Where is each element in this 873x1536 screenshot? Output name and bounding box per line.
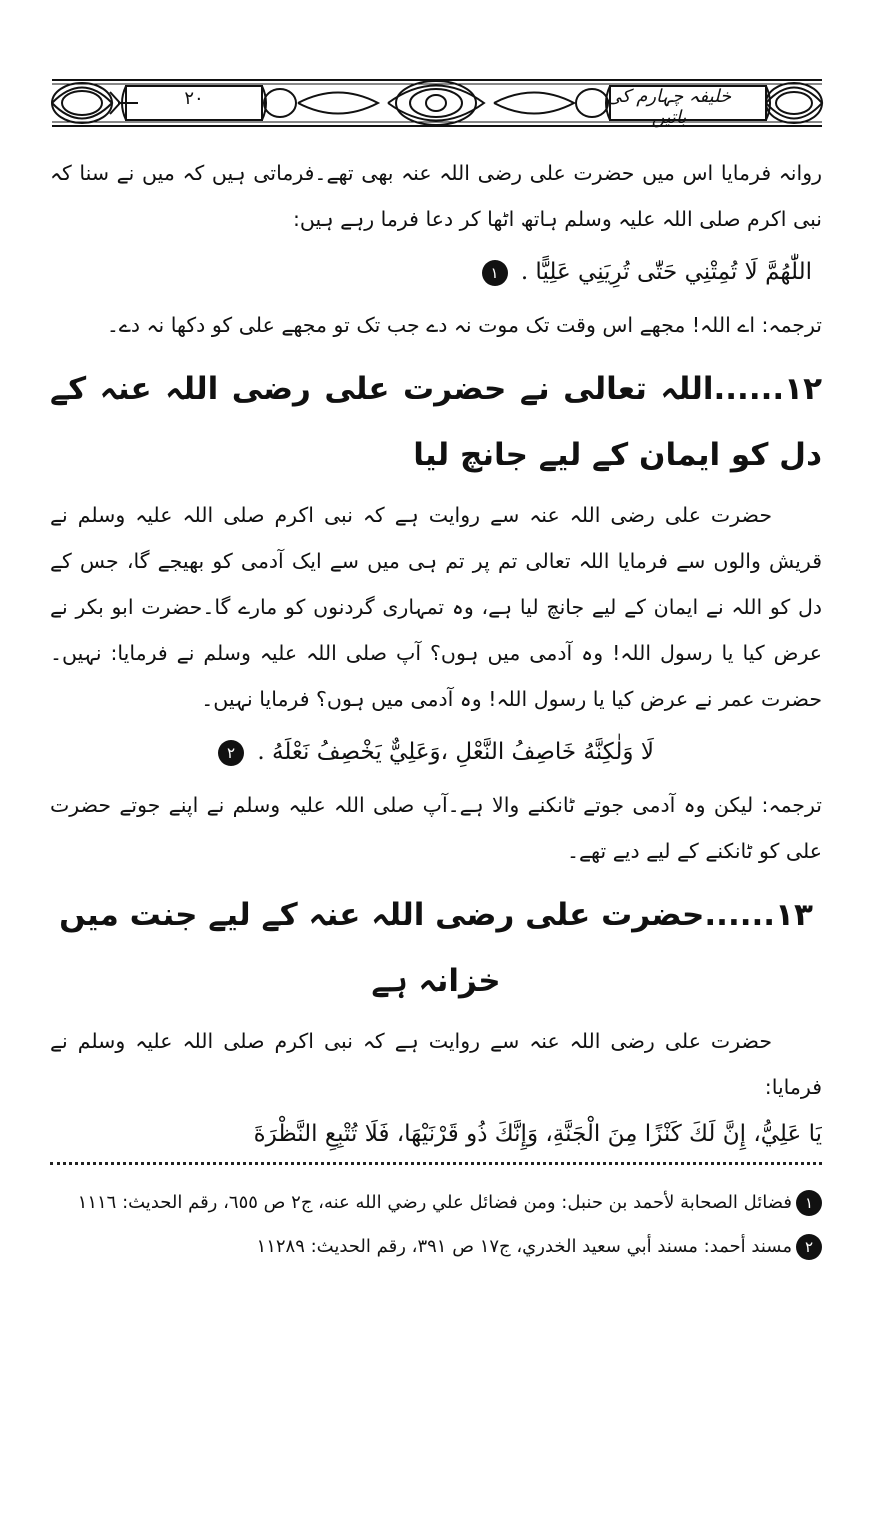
footnote-ref-2: ٢ [218, 740, 244, 766]
hadith-12-translation: ترجمہ: لیکن وہ آدمی جوتے ٹانکنے والا ہے۔آپ صلی اللہ علیہ وسلم نے اپنے جوتے حضرت علی کو ٹانکنے کے لیے دیے تھے۔ [50, 793, 822, 863]
footnote-1 [50, 1181, 822, 1225]
footnote-marker-1: ١ [796, 1190, 822, 1216]
arabic-hadith-12 [50, 728, 822, 776]
footnote-1-text: فضائل الصحابة لأحمد بن حنبل: ومن فضائل علي رضي الله عنه، ج٢ ص ٦٥٥، رقم الحديث: ١١١٦ [77, 1192, 792, 1213]
section-13-paragraph: حضرت علی رضی اللہ عنہ سے روایت ہے کہ نبی اکرم صلی اللہ علیہ وسلم نے فرمایا: [50, 1029, 822, 1099]
arabic-dua-text: اللّٰهُمَّ لَا تُمِتْنِي حَتّٰى تُرِيَنِي عَلِيًّا . [520, 259, 812, 285]
section-12-paragraph: حضرت علی رضی اللہ عنہ سے روایت ہے کہ نبی اکرم صلی اللہ علیہ وسلم نے قریش والوں سے فرمایا اللہ تعالی تم پر تم ہی میں سے ایک آدمی کو بھیجے گا، جس کے دل کو اللہ نے ایمان کے لیے جانچ لیا ہے، وہ تمہاری گردنوں کو مارے گا۔حضرت ابو بکر نے عرض کیا یا رسول اللہ! وہ آدمی میں ہوں؟ آپ صلی اللہ علیہ وسلم نے فرمایا: نہیں۔حضرت عمر نے عرض کیا یا رسول اللہ! وہ آدمی میں ہوں؟ فرمایا نہیں۔ [50, 503, 822, 711]
footnote-marker-2: ٢ [796, 1234, 822, 1260]
arabic-hadith-13: يَا عَلِيُّ، إِنَّ لَكَ كَنْزًا مِنَ الْجَنَّةِ، وَإِنَّكَ ذُو قَرْنَيْهَا، فَلَا تُتْبِعِ النَّظْرَةَ [50, 1112, 822, 1165]
section-12-heading: ١٢......اللہ تعالی نے حضرت علی رضی اللہ عنہ کے دل کو ایمان کے لیے جانچ لیا [50, 371, 822, 473]
footnotes [50, 1181, 822, 1269]
arabic-dua [50, 248, 822, 296]
dua-translation: ترجمہ: اے اللہ! مجھے اس وقت تک موت نہ دے جب تک تو مجھے علی کو دکھا نہ دے۔ [106, 313, 822, 337]
footnote-ref-1: ١ [482, 260, 508, 286]
page-number: ٢٠ [184, 88, 204, 109]
footnote-2-text: مسند أحمد: مسند أبي سعيد الخدري، ج١٧ ص ٣٩١، رقم الحديث: ١١٢٨٩ [256, 1236, 792, 1257]
book-title: خلیفہ چہارم کی باتیں [606, 86, 732, 128]
section-13-heading: ١٣......حضرت علی رضی اللہ عنہ کے لیے جنت میں خزانہ ہے [59, 897, 813, 999]
page-content [50, 150, 822, 1269]
intro-paragraph: روانہ فرمایا اس میں حضرت علی رضی اللہ عنہ بھی تھے۔فرماتی ہیں کہ میں نے سنا کہ نبی اکرم صلی اللہ علیہ وسلم ہاتھ اٹھا کر دعا فرما رہے ہیں: [50, 161, 822, 231]
footnote-2 [50, 1225, 822, 1269]
arabic-hadith-12-text: لَا وَلٰكِنَّهُ خَاصِفُ النَّعْلِ ،وَعَلِيٌّ يَخْصِفُ نَعْلَهُ . [257, 739, 654, 765]
page-header [48, 74, 826, 132]
